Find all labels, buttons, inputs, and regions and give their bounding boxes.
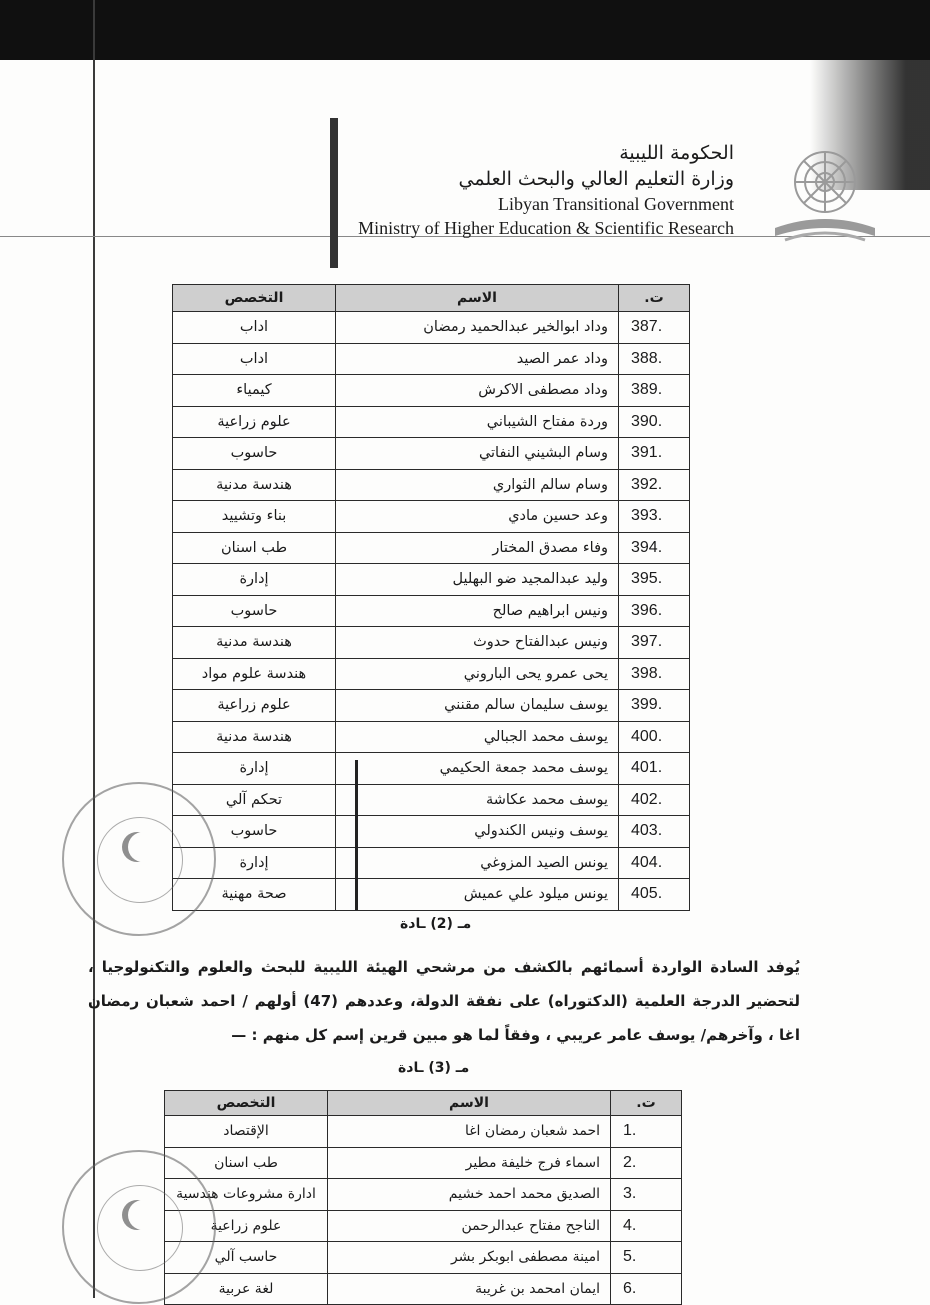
table-row — [173, 595, 690, 627]
row-name: وداد مصطفى الاكرش — [336, 375, 619, 407]
official-stamp-2 — [62, 1150, 216, 1304]
decision-paragraph: يُوفد السادة الواردة أسمائهم بالكشف من مرشحي الهيئة الليبية للبحث والعلوم والتكنولوجيا ، لتحضير الدرجة العلمية (الدكتوراه) على نفقة الدولة، وعددهم (47) أولهم / احمد شعبان رمضان اغا ، وآخرهم/ يوسف عامر عريبي ، وفقاً لما هو مبين قرين إسم كل منهم : — — [88, 958, 800, 1044]
table-row — [173, 784, 690, 816]
row-specialty: إدارة — [173, 753, 336, 785]
letterhead-ministry-ar: وزارة التعليم العالي والبحث العلمي — [458, 168, 734, 190]
col-spec-header: التخصص — [173, 285, 336, 312]
row-specialty: كيمياء — [173, 375, 336, 407]
row-number: 2. — [611, 1147, 682, 1179]
row-name: يوسف ونيس الكندولي — [336, 816, 619, 848]
table-row — [173, 658, 690, 690]
row-name: يحى عمرو يحى الباروني — [336, 658, 619, 690]
row-name: يوسف محمد الجبالي — [336, 721, 619, 753]
table-row — [173, 312, 690, 344]
row-number: 400. — [619, 721, 690, 753]
signature-stroke-2 — [355, 760, 358, 910]
row-number: 403. — [619, 816, 690, 848]
row-name: وداد ابوالخير عبدالحميد رمضان — [336, 312, 619, 344]
row-number: 391. — [619, 438, 690, 470]
row-name: وسام سالم الثواري — [336, 469, 619, 501]
row-number: 3. — [611, 1179, 682, 1211]
table-row — [173, 847, 690, 879]
table-row — [173, 375, 690, 407]
col-name-header: الاسم — [328, 1091, 611, 1116]
row-specialty: هندسة مدنية — [173, 721, 336, 753]
row-number: 395. — [619, 564, 690, 596]
row-name: امينة مصطفى ابوبكر بشر — [328, 1242, 611, 1274]
table-header-row — [173, 285, 690, 312]
candidates-table-1 — [172, 284, 690, 911]
ministry-logo-icon — [770, 140, 880, 250]
letterhead-gov-en: Libyan Transitional Government — [498, 194, 734, 214]
row-specialty: حاسوب — [173, 816, 336, 848]
row-specialty: علوم زراعية — [173, 690, 336, 722]
row-specialty: هندسة مدنية — [173, 469, 336, 501]
row-name: وليد عبدالمجيد ضو البهليل — [336, 564, 619, 596]
row-specialty: إدارة — [173, 847, 336, 879]
row-name: الناجح مفتاح عبدالرحمن — [328, 1210, 611, 1242]
row-number: 389. — [619, 375, 690, 407]
table-row — [173, 816, 690, 848]
row-number: 1. — [611, 1116, 682, 1148]
row-name: وداد عمر الصيد — [336, 343, 619, 375]
row-name: يوسف سليمان سالم مقنني — [336, 690, 619, 722]
row-number: 398. — [619, 658, 690, 690]
row-number: 392. — [619, 469, 690, 501]
row-specialty: هندسة علوم مواد — [173, 658, 336, 690]
page-fold-line — [93, 0, 95, 1298]
row-specialty: لغة عربية — [165, 1273, 328, 1305]
row-specialty: بناء وتشييد — [173, 501, 336, 533]
row-number: 390. — [619, 406, 690, 438]
row-specialty: حاسوب — [173, 438, 336, 470]
row-specialty: حاسب آلي — [165, 1242, 328, 1274]
row-number: 399. — [619, 690, 690, 722]
table-row — [173, 501, 690, 533]
table-row — [173, 343, 690, 375]
row-number: 405. — [619, 879, 690, 911]
article-3-heading: مـ (3) ـادة — [398, 1060, 470, 1076]
table-row — [165, 1210, 682, 1242]
row-specialty: هندسة مدنية — [173, 627, 336, 659]
table-row — [165, 1273, 682, 1305]
row-specialty: طب اسنان — [165, 1147, 328, 1179]
table-row — [173, 438, 690, 470]
table-row — [165, 1147, 682, 1179]
row-number: 5. — [611, 1242, 682, 1274]
row-specialty: طب اسنان — [173, 532, 336, 564]
letterhead-ministry-en: Ministry of Higher Education & Scientific Research — [358, 218, 734, 238]
row-number: 402. — [619, 784, 690, 816]
table-row — [173, 406, 690, 438]
col-num-header: ت. — [619, 285, 690, 312]
table-row — [173, 532, 690, 564]
signature-stroke — [330, 118, 338, 268]
row-number: 393. — [619, 501, 690, 533]
row-number: 394. — [619, 532, 690, 564]
row-number: 387. — [619, 312, 690, 344]
row-name: ونيس عبدالفتاح حدوث — [336, 627, 619, 659]
crescent-icon — [128, 1200, 158, 1230]
table-row — [173, 721, 690, 753]
table-row — [165, 1116, 682, 1148]
crescent-icon — [128, 832, 158, 862]
row-name: احمد شعبان رمضان اغا — [328, 1116, 611, 1148]
row-name: وعد حسين مادي — [336, 501, 619, 533]
row-number: 6. — [611, 1273, 682, 1305]
row-specialty: علوم زراعية — [173, 406, 336, 438]
row-specialty: صحة مهنية — [173, 879, 336, 911]
table-row — [173, 469, 690, 501]
row-name: وسام البشيني النفاتي — [336, 438, 619, 470]
row-specialty: اداب — [173, 312, 336, 344]
table-row — [173, 690, 690, 722]
row-name: ايمان امحمد بن غريبة — [328, 1273, 611, 1305]
table-row — [165, 1242, 682, 1274]
col-spec-header: التخصص — [165, 1091, 328, 1116]
row-number: 4. — [611, 1210, 682, 1242]
col-name-header: الاسم — [336, 285, 619, 312]
row-name: ونيس ابراهيم صالح — [336, 595, 619, 627]
row-name: اسماء فرج خليفة مطير — [328, 1147, 611, 1179]
row-number: 388. — [619, 343, 690, 375]
scan-dark-edge — [0, 0, 930, 60]
row-name: يوسف محمد عكاشة — [336, 784, 619, 816]
row-specialty: اداب — [173, 343, 336, 375]
row-specialty: الإقتصاد — [165, 1116, 328, 1148]
row-specialty: حاسوب — [173, 595, 336, 627]
table-header-row — [165, 1091, 682, 1116]
table-row — [173, 564, 690, 596]
col-num-header: ت. — [611, 1091, 682, 1116]
official-stamp — [62, 782, 216, 936]
article-2-heading: مـ (2) ـادة — [400, 916, 472, 932]
row-number: 397. — [619, 627, 690, 659]
row-specialty: إدارة — [173, 564, 336, 596]
row-name: وفاء مصدق المختار — [336, 532, 619, 564]
row-name: يونس ميلود علي عميش — [336, 879, 619, 911]
row-specialty: ادارة مشروعات هندسية — [165, 1179, 328, 1211]
table-row — [173, 627, 690, 659]
table-row — [173, 879, 690, 911]
candidates-table-2 — [164, 1090, 682, 1305]
row-number: 404. — [619, 847, 690, 879]
row-specialty: علوم زراعية — [165, 1210, 328, 1242]
table-row — [173, 753, 690, 785]
letterhead — [358, 140, 734, 240]
row-number: 401. — [619, 753, 690, 785]
row-name: يوسف محمد جمعة الحكيمي — [336, 753, 619, 785]
letterhead-gov-ar: الحكومة الليبية — [619, 142, 734, 164]
row-number: 396. — [619, 595, 690, 627]
row-name: الصديق محمد احمد خشيم — [328, 1179, 611, 1211]
row-name: وردة مفتاح الشيباني — [336, 406, 619, 438]
table-row — [165, 1179, 682, 1211]
row-specialty: تحكم آلي — [173, 784, 336, 816]
row-name: يونس الصيد المزوغي — [336, 847, 619, 879]
